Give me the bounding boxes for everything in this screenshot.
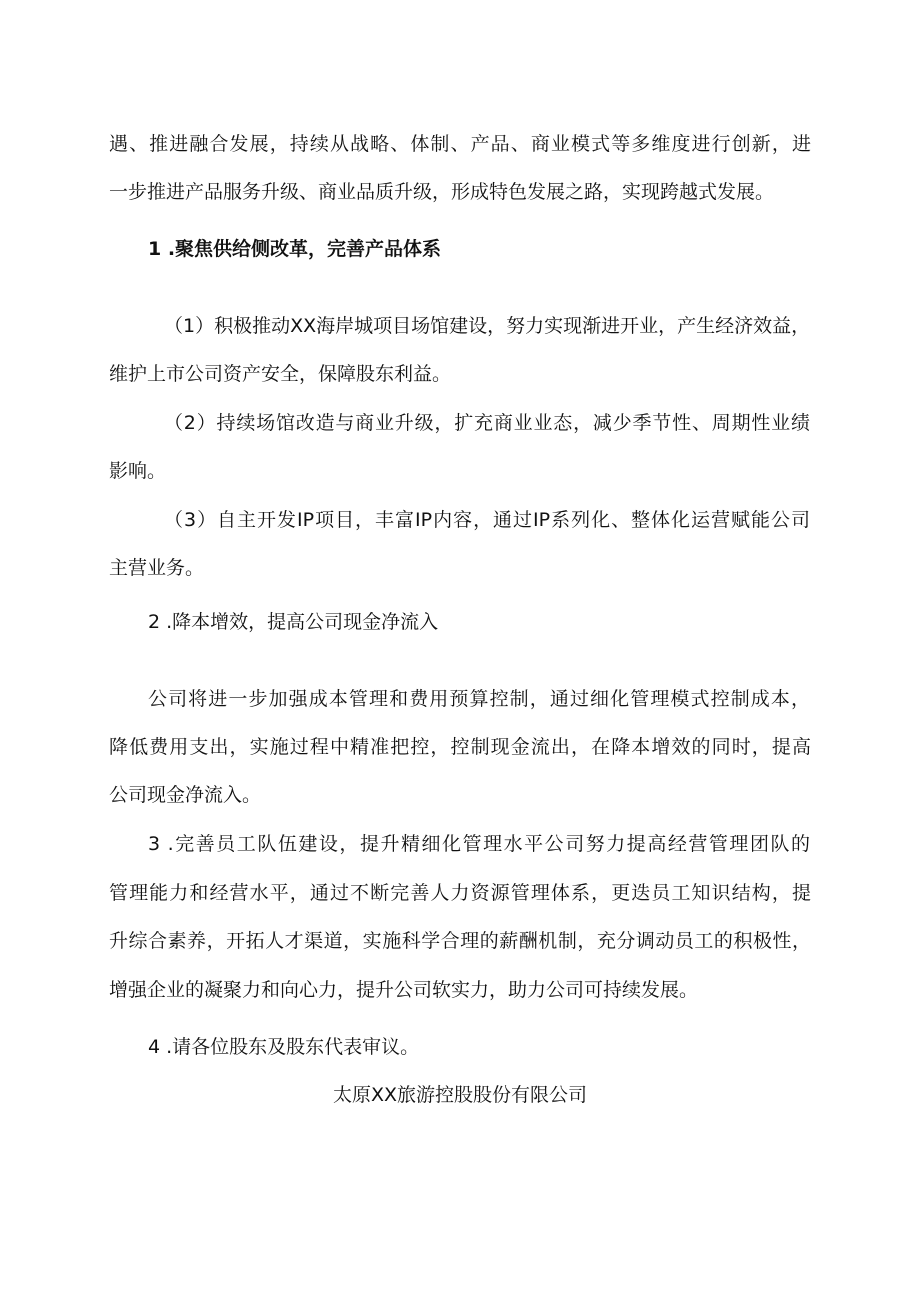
section-3-line-3: 升综合素养，开拓人才渠道，实施科学合理的薪酬机制，充分调动员工的积极性， [109, 930, 811, 952]
section-1-item-1-line-1: （1）积极推动XX海岸城项目场馆建设，努力实现渐进开业，产生经济效益， [164, 315, 811, 337]
section-1-item-2-line-2: 影响。 [109, 460, 167, 482]
section-2-para-line-1: 公司将进一步加强成本管理和费用预算控制，通过细化管理模式控制成本， [148, 688, 810, 710]
section-4-heading: 4 .请各位股东及股东代表审议。 [148, 1036, 420, 1058]
section-1-item-2-line-1: （2）持续场馆改造与商业升级，扩充商业业态，减少季节性、周期性业绩 [164, 412, 810, 434]
section-2-heading: 2 .降本增效，提高公司现金净流入 [148, 611, 439, 633]
section-3-line-1: 3 .完善员工队伍建设，提升精细化管理水平公司努力提高经营管理团队的 [148, 833, 810, 855]
intro-line-1: 遇、推进融合发展，持续从战略、体制、产品、商业模式等多维度进行创新，进 [109, 133, 811, 155]
company-signature: 太原XX旅游控股股份有限公司 [332, 1084, 588, 1106]
section-1-heading: 1 .聚焦供给侧改革，完善产品体系 [148, 238, 442, 260]
section-2-para-line-3: 公司现金净流入。 [109, 784, 262, 806]
intro-line-2: 一步推进产品服务升级、商业品质升级，形成特色发展之路，实现跨越式发展。 [109, 181, 775, 203]
section-3-line-4: 增强企业的凝聚力和向心力，提升公司软实力，助力公司可持续发展。 [109, 979, 699, 1001]
section-1-item-3-line-2: 主营业务。 [109, 557, 205, 579]
section-3-line-2: 管理能力和经营水平，通过不断完善人力资源管理体系，更迭员工知识结构，提 [109, 882, 811, 904]
section-1-item-3-line-1: （3）自主开发IP项目，丰富IP内容，通过IP系列化、整体化运营赋能公司 [164, 509, 810, 531]
section-2-para-line-2: 降低费用支出，实施过程中精准把控，控制现金流出，在降本增效的同时，提高 [109, 736, 811, 758]
section-1-item-1-line-2: 维护上市公司资产安全，保障股东利益。 [109, 363, 452, 385]
